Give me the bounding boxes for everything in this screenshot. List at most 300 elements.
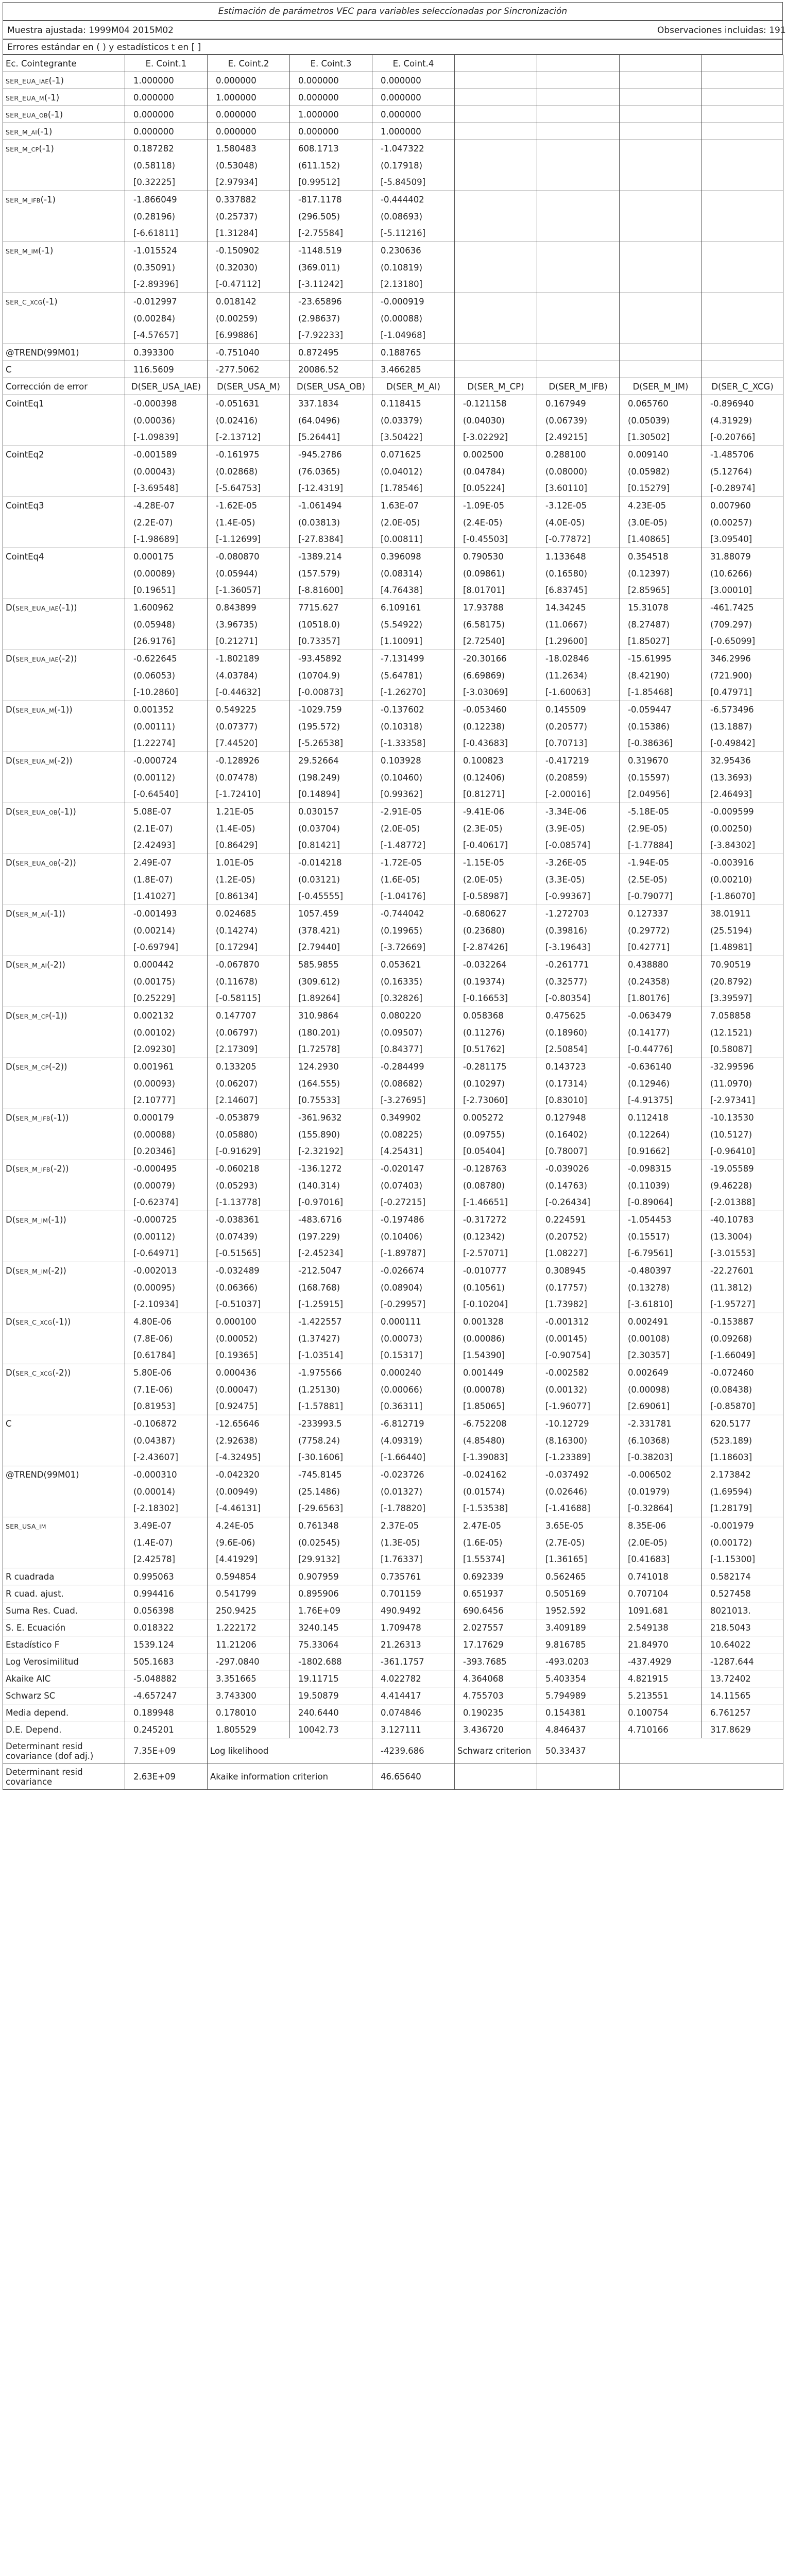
cell-value: 0.230636 xyxy=(372,242,455,259)
cell-value: (0.00132) xyxy=(537,1381,620,1398)
cell-value: -0.128763 xyxy=(455,1160,537,1177)
cell-value: (0.03813) xyxy=(290,514,372,531)
ecm-sub-row xyxy=(3,990,783,1007)
ecm-sub-row xyxy=(3,616,783,633)
row-label: D(SER_M_IM(-2)) xyxy=(3,1262,125,1279)
cell-value: (4.0E-05) xyxy=(537,514,620,531)
cell-value: [2.42578] xyxy=(125,1551,208,1568)
cell-value: (0.01327) xyxy=(372,1483,455,1500)
cell-value: (0.08693) xyxy=(372,208,455,225)
cell-value: [-1.39083] xyxy=(455,1449,537,1466)
cell-value: -1.802189 xyxy=(208,650,290,667)
cell-value: [26.9176] xyxy=(125,633,208,650)
ecm-sub-row xyxy=(3,429,783,446)
row-label: D(SER_EUA_IAE(-1)) xyxy=(3,599,125,616)
ecm-sub-row xyxy=(3,514,783,531)
cell-value: [-2.10934] xyxy=(125,1296,208,1313)
row-label xyxy=(3,820,125,837)
cell-value: 0.319670 xyxy=(620,752,702,769)
cell-value: 0.000000 xyxy=(125,106,208,123)
cell-value xyxy=(620,55,702,72)
cell-value: (7758.24) xyxy=(290,1432,372,1449)
cell-value: 31.88079 xyxy=(702,548,783,565)
ecm-sub-row xyxy=(3,1279,783,1296)
footer-cell: -4239.686 xyxy=(372,1738,455,1764)
cell-value: (611.152) xyxy=(290,157,372,174)
cell-value: (0.06797) xyxy=(208,1024,290,1041)
cell-value: [0.83010] xyxy=(537,1092,620,1109)
cell-value: -0.001589 xyxy=(125,446,208,463)
cell-value: 1.709478 xyxy=(372,1619,455,1636)
cell-value: [1.78546] xyxy=(372,480,455,497)
row-label: Media depend. xyxy=(3,1704,125,1721)
cell-value xyxy=(455,225,537,242)
cell-value: (0.15517) xyxy=(620,1228,702,1245)
cell-value: [-3.69548] xyxy=(125,480,208,497)
cell-value: (1.69594) xyxy=(702,1483,783,1500)
cell-value: [-2.43607] xyxy=(125,1449,208,1466)
cell-value: -461.7425 xyxy=(702,599,783,616)
cell-value: (0.00078) xyxy=(455,1381,537,1398)
row-label xyxy=(3,973,125,990)
cell-value: 0.187282 xyxy=(125,140,208,157)
cell-value: (0.12264) xyxy=(620,1126,702,1143)
cell-value: (0.10819) xyxy=(372,259,455,276)
cell-value xyxy=(620,106,702,123)
cell-value xyxy=(702,174,783,191)
ecm-sub-row xyxy=(3,1041,783,1058)
cell-value: 4.80E-06 xyxy=(125,1313,208,1330)
cell-value: (0.00095) xyxy=(125,1279,208,1296)
cell-value: [-1.96077] xyxy=(537,1398,620,1415)
cell-value: 0.349902 xyxy=(372,1109,455,1126)
cell-value: [1.48981] xyxy=(702,939,783,956)
cell-value: 0.118415 xyxy=(372,395,455,412)
ecm-sub-row xyxy=(3,1398,783,1415)
cell-value: (309.612) xyxy=(290,973,372,990)
cell-value: [-1.48772] xyxy=(372,837,455,854)
cell-value: (0.00112) xyxy=(125,1228,208,1245)
cell-value: [-2.45234] xyxy=(290,1245,372,1262)
ecm-sub-row xyxy=(3,888,783,905)
row-label: D(SER_EUA_OB(-1)) xyxy=(3,803,125,820)
cell-value: (13.3693) xyxy=(702,769,783,786)
cell-value: [-0.45503] xyxy=(455,531,537,548)
cell-value: 0.872495 xyxy=(290,344,372,361)
ecm-sub-row xyxy=(3,667,783,684)
row-label: S. E. Ecuación xyxy=(3,1619,125,1636)
cell-value: (155.890) xyxy=(290,1126,372,1143)
cell-value xyxy=(537,157,620,174)
cell-value: (1.2E-05) xyxy=(208,871,290,888)
row-label xyxy=(3,1143,125,1160)
cell-value: D(SER_M_IM) xyxy=(620,378,702,395)
cell-value xyxy=(702,293,783,310)
cell-value: 2.549138 xyxy=(620,1619,702,1636)
ecm-sub-row xyxy=(3,1228,783,1245)
ecm-sub-row xyxy=(3,1330,783,1347)
cell-value: (0.06053) xyxy=(125,667,208,684)
cell-value: (0.12342) xyxy=(455,1228,537,1245)
row-label: Estadístico F xyxy=(3,1636,125,1653)
cell-value: 585.9855 xyxy=(290,956,372,973)
cell-value: [1.28179] xyxy=(702,1500,783,1517)
cell-value: (0.12406) xyxy=(455,769,537,786)
cell-value: (0.00172) xyxy=(702,1534,783,1551)
ecm-row xyxy=(3,1211,783,1228)
cell-value: (0.09861) xyxy=(455,565,537,582)
cell-value: [0.14894] xyxy=(290,786,372,803)
cell-value: (1.6E-05) xyxy=(455,1534,537,1551)
cell-value: [2.85965] xyxy=(620,582,702,599)
cell-value: -18.02846 xyxy=(537,650,620,667)
footer-cell xyxy=(620,1764,783,1790)
cell-value: -1.485706 xyxy=(702,446,783,463)
cell-value: -1.054453 xyxy=(620,1211,702,1228)
cell-value: 0.701159 xyxy=(372,1585,455,1602)
cell-value: (0.16335) xyxy=(372,973,455,990)
cell-value: [-0.45555] xyxy=(290,888,372,905)
cell-value: [3.09540] xyxy=(702,531,783,548)
cell-value: [1.10091] xyxy=(372,633,455,650)
ecm-row xyxy=(3,395,783,412)
cell-value: 0.024685 xyxy=(208,905,290,922)
cell-value: (64.0496) xyxy=(290,412,372,429)
ecm-sub-row xyxy=(3,786,783,803)
cell-value: 0.188765 xyxy=(372,344,455,361)
cell-value: [1.40865] xyxy=(620,531,702,548)
cell-value: [-0.64540] xyxy=(125,786,208,803)
cell-value: [-2.13712] xyxy=(208,429,290,446)
row-label: Akaike AIC xyxy=(3,1670,125,1687)
cell-value: [-0.32864] xyxy=(620,1500,702,1517)
cell-value: 3.466285 xyxy=(372,361,455,378)
cell-value: 0.103928 xyxy=(372,752,455,769)
cell-value: (0.00111) xyxy=(125,718,208,735)
cell-value: 3.127111 xyxy=(372,1721,455,1738)
cell-value: -32.99596 xyxy=(702,1058,783,1075)
cell-value: [-2.32192] xyxy=(290,1143,372,1160)
cell-value: (0.08682) xyxy=(372,1075,455,1092)
cell-value: [-3.01553] xyxy=(702,1245,783,1262)
cell-value: -0.006502 xyxy=(620,1466,702,1483)
cell-value: (157.579) xyxy=(290,565,372,582)
cell-value: 8.35E-06 xyxy=(620,1517,702,1534)
cell-value: 10042.73 xyxy=(290,1721,372,1738)
cell-value: [2.13180] xyxy=(372,276,455,293)
cell-value: 5.213551 xyxy=(620,1687,702,1704)
cell-value: [0.15279] xyxy=(620,480,702,497)
cell-value: [-5.84509] xyxy=(372,174,455,191)
cell-value xyxy=(620,123,702,140)
stat-row xyxy=(3,1687,783,1704)
cell-value: -0.284499 xyxy=(372,1058,455,1075)
cell-value: -437.4929 xyxy=(620,1653,702,1670)
cell-value: [-3.03069] xyxy=(455,684,537,701)
cell-value: -0.023726 xyxy=(372,1466,455,1483)
cell-value: -10.13530 xyxy=(702,1109,783,1126)
cell-value: 0.145509 xyxy=(537,701,620,718)
cell-value: [0.15317] xyxy=(372,1347,455,1364)
cell-value: -0.002582 xyxy=(537,1364,620,1381)
cell-value: (0.32030) xyxy=(208,259,290,276)
cell-value: [-1.36057] xyxy=(208,582,290,599)
row-label xyxy=(3,616,125,633)
stat-row xyxy=(3,1619,783,1636)
cell-value: -0.037492 xyxy=(537,1466,620,1483)
row-label xyxy=(3,1500,125,1517)
cell-value: -0.896940 xyxy=(702,395,783,412)
cell-value: 0.475625 xyxy=(537,1007,620,1024)
cell-value: [2.04956] xyxy=(620,786,702,803)
cell-value: (0.11678) xyxy=(208,973,290,990)
cell-value: -745.8145 xyxy=(290,1466,372,1483)
cell-value: 0.147707 xyxy=(208,1007,290,1024)
ecm-header-row xyxy=(3,378,783,395)
cell-value: (0.08314) xyxy=(372,565,455,582)
cell-value: [0.17294] xyxy=(208,939,290,956)
cell-value: (1.4E-05) xyxy=(208,514,290,531)
cell-value: -1029.759 xyxy=(290,701,372,718)
cell-value: 1.000000 xyxy=(125,72,208,89)
cell-value: -0.060218 xyxy=(208,1160,290,1177)
cell-value: D(SER_M_CP) xyxy=(455,378,537,395)
cell-value: (0.20577) xyxy=(537,718,620,735)
row-label: @TREND(99M01) xyxy=(3,344,125,361)
cell-value: (0.04784) xyxy=(455,463,537,480)
cell-value: [-0.79077] xyxy=(620,888,702,905)
cell-value: [1.29600] xyxy=(537,633,620,650)
cell-value: (20.8792) xyxy=(702,973,783,990)
ecm-row xyxy=(3,803,783,820)
cell-value: (6.10368) xyxy=(620,1432,702,1449)
cell-value: -0.197486 xyxy=(372,1211,455,1228)
cell-value: (1.25130) xyxy=(290,1381,372,1398)
cell-value: (2.4E-05) xyxy=(455,514,537,531)
row-label: @TREND(99M01) xyxy=(3,1466,125,1483)
cell-value: 29.52664 xyxy=(290,752,372,769)
cell-value: [-1.78820] xyxy=(372,1500,455,1517)
cell-value: (0.00145) xyxy=(537,1330,620,1347)
cell-value: [0.25229] xyxy=(125,990,208,1007)
cell-value: (369.011) xyxy=(290,259,372,276)
cell-value: E. Coint.2 xyxy=(208,55,290,72)
cell-value: 0.189948 xyxy=(125,1704,208,1721)
row-label xyxy=(3,667,125,684)
cell-value: [-4.32495] xyxy=(208,1449,290,1466)
cell-value: (2.9E-05) xyxy=(620,820,702,837)
cell-value: [-2.01388] xyxy=(702,1194,783,1211)
cell-value: [1.89264] xyxy=(290,990,372,1007)
cell-value: [1.55374] xyxy=(455,1551,537,1568)
footer-cell: 7.35E+09 xyxy=(125,1738,208,1764)
cell-value xyxy=(702,208,783,225)
cell-value: (198.249) xyxy=(290,769,372,786)
cell-value: 0.154381 xyxy=(537,1704,620,1721)
cell-value: 3240.145 xyxy=(290,1619,372,1636)
cell-value: -7.131499 xyxy=(372,650,455,667)
row-label xyxy=(3,1432,125,1449)
cell-value: [0.20346] xyxy=(125,1143,208,1160)
cell-value xyxy=(455,89,537,106)
cell-value xyxy=(702,106,783,123)
footer-cell: 46.65640 xyxy=(372,1764,455,1790)
cell-value: [0.32826] xyxy=(372,990,455,1007)
cell-value: 620.5177 xyxy=(702,1415,783,1432)
cell-value: [0.61784] xyxy=(125,1347,208,1364)
cell-value: [1.18603] xyxy=(702,1449,783,1466)
cell-value: -5.18E-05 xyxy=(620,803,702,820)
cell-value: 0.074846 xyxy=(372,1704,455,1721)
row-label: D(SER_C_XCG(-2)) xyxy=(3,1364,125,1381)
ecm-sub-row xyxy=(3,820,783,837)
cell-value: (3.9E-05) xyxy=(537,820,620,837)
row-label xyxy=(3,769,125,786)
cell-value: (0.00089) xyxy=(125,565,208,582)
cell-value: [-1.26270] xyxy=(372,684,455,701)
cell-value xyxy=(455,242,537,259)
row-label xyxy=(3,259,125,276)
cell-value: (3.3E-05) xyxy=(537,871,620,888)
cell-value: [-1.33358] xyxy=(372,735,455,752)
cell-value: (25.5194) xyxy=(702,922,783,939)
cell-value: (4.09319) xyxy=(372,1432,455,1449)
cell-value: [1.41027] xyxy=(125,888,208,905)
row-label: Schwarz SC xyxy=(3,1687,125,1704)
cell-value xyxy=(455,191,537,208)
cell-value: (0.12397) xyxy=(620,565,702,582)
cell-value: (197.229) xyxy=(290,1228,372,1245)
ecm-row xyxy=(3,446,783,463)
cell-value: [0.99362] xyxy=(372,786,455,803)
cell-value: 2.37E-05 xyxy=(372,1517,455,1534)
coint-sub-row xyxy=(3,310,783,327)
cell-value: -0.080870 xyxy=(208,548,290,565)
cell-value: -0.026674 xyxy=(372,1262,455,1279)
row-label: SER_M_AI(-1) xyxy=(3,123,125,140)
row-label: D(SER_M_IFB(-2)) xyxy=(3,1160,125,1177)
row-label: SER_EUA_OB(-1) xyxy=(3,106,125,123)
cell-value: [-1.15300] xyxy=(702,1551,783,1568)
cell-value: [2.09230] xyxy=(125,1041,208,1058)
cell-value: (0.08000) xyxy=(537,463,620,480)
cell-value xyxy=(620,72,702,89)
ecm-row xyxy=(3,650,783,667)
row-label xyxy=(3,157,125,174)
cell-value: (6.58175) xyxy=(455,616,537,633)
cell-value: [3.50422] xyxy=(372,429,455,446)
cell-value: (9.46228) xyxy=(702,1177,783,1194)
cell-value: (0.10561) xyxy=(455,1279,537,1296)
cell-value: 1.000000 xyxy=(208,89,290,106)
cell-value: (0.53048) xyxy=(208,157,290,174)
cell-value: [-0.20766] xyxy=(702,429,783,446)
cell-value: [-3.11242] xyxy=(290,276,372,293)
cell-value: 3.743300 xyxy=(208,1687,290,1704)
cell-value: (0.00284) xyxy=(125,310,208,327)
cell-value: 19.50879 xyxy=(290,1687,372,1704)
row-label: SER_C_XCG(-1) xyxy=(3,293,125,310)
cell-value: [-1.66440] xyxy=(372,1449,455,1466)
cell-value: 0.000111 xyxy=(372,1313,455,1330)
cell-value: 0.080220 xyxy=(372,1007,455,1024)
cell-value: [0.70713] xyxy=(537,735,620,752)
cell-value: [-30.1606] xyxy=(290,1449,372,1466)
row-label: Ec. Cointegrante xyxy=(3,55,125,72)
cell-value: [-0.64971] xyxy=(125,1245,208,1262)
sample-period: Muestra ajustada: 1999M04 2015M02 xyxy=(7,25,174,36)
row-label xyxy=(3,429,125,446)
cell-value: (0.11039) xyxy=(620,1177,702,1194)
cell-value: -0.153887 xyxy=(702,1313,783,1330)
cell-value: [-1.09839] xyxy=(125,429,208,446)
row-label: SER_EUA_IAE(-1) xyxy=(3,72,125,89)
cell-value: 11.21206 xyxy=(208,1636,290,1653)
table-title xyxy=(3,2,783,21)
cell-value: [-0.27215] xyxy=(372,1194,455,1211)
cell-value: (0.08780) xyxy=(455,1177,537,1194)
cell-value: 3.49E-07 xyxy=(125,1517,208,1534)
cell-value: 317.8629 xyxy=(702,1721,783,1738)
cell-value: 0.112418 xyxy=(620,1109,702,1126)
cell-value: -0.009599 xyxy=(702,803,783,820)
cell-value: [0.81953] xyxy=(125,1398,208,1415)
ecm-sub-row xyxy=(3,582,783,599)
cell-value: (0.00066) xyxy=(372,1381,455,1398)
cell-value: (0.00175) xyxy=(125,973,208,990)
cell-value: -2.331781 xyxy=(620,1415,702,1432)
table-title-text: Estimación de parámetros VEC para variables seleccionadas por Sincronización xyxy=(218,6,568,16)
cell-value: -361.9632 xyxy=(290,1109,372,1126)
cell-value: (10.6266) xyxy=(702,565,783,582)
cell-value: [-1.04968] xyxy=(372,327,455,344)
cell-value: [-1.86070] xyxy=(702,888,783,905)
cell-value: -0.039026 xyxy=(537,1160,620,1177)
cell-value: [-0.29957] xyxy=(372,1296,455,1313)
row-label xyxy=(3,1534,125,1551)
cell-value: -12.65646 xyxy=(208,1415,290,1432)
cell-value: -1287.644 xyxy=(702,1653,783,1670)
cell-value: 0.030157 xyxy=(290,803,372,820)
cell-value: (0.17757) xyxy=(537,1279,620,1296)
cell-value: 0.005272 xyxy=(455,1109,537,1126)
row-label xyxy=(3,412,125,429)
cell-value: (1.3E-05) xyxy=(372,1534,455,1551)
cell-value: 0.002649 xyxy=(620,1364,702,1381)
ecm-sub-row xyxy=(3,684,783,701)
cell-value: (195.572) xyxy=(290,718,372,735)
cell-value: (0.19374) xyxy=(455,973,537,990)
coint-row xyxy=(3,89,783,106)
cell-value: -0.121158 xyxy=(455,395,537,412)
cell-value: -1.09E-05 xyxy=(455,497,537,514)
cell-value: -1148.519 xyxy=(290,242,372,259)
cell-value: -1.975566 xyxy=(290,1364,372,1381)
cell-value: [-0.96410] xyxy=(702,1143,783,1160)
cell-value: (0.00073) xyxy=(372,1330,455,1347)
cell-value: -0.000495 xyxy=(125,1160,208,1177)
cell-value: (0.16402) xyxy=(537,1126,620,1143)
cell-value xyxy=(537,361,620,378)
cell-value: -0.137602 xyxy=(372,701,455,718)
cell-value: [-0.38203] xyxy=(620,1449,702,1466)
cell-value: 0.058368 xyxy=(455,1007,537,1024)
cell-value: 38.01911 xyxy=(702,905,783,922)
cell-value: -0.067870 xyxy=(208,956,290,973)
cell-value: [0.58087] xyxy=(702,1041,783,1058)
cell-value: (0.15386) xyxy=(620,718,702,735)
stat-row xyxy=(3,1721,783,1738)
